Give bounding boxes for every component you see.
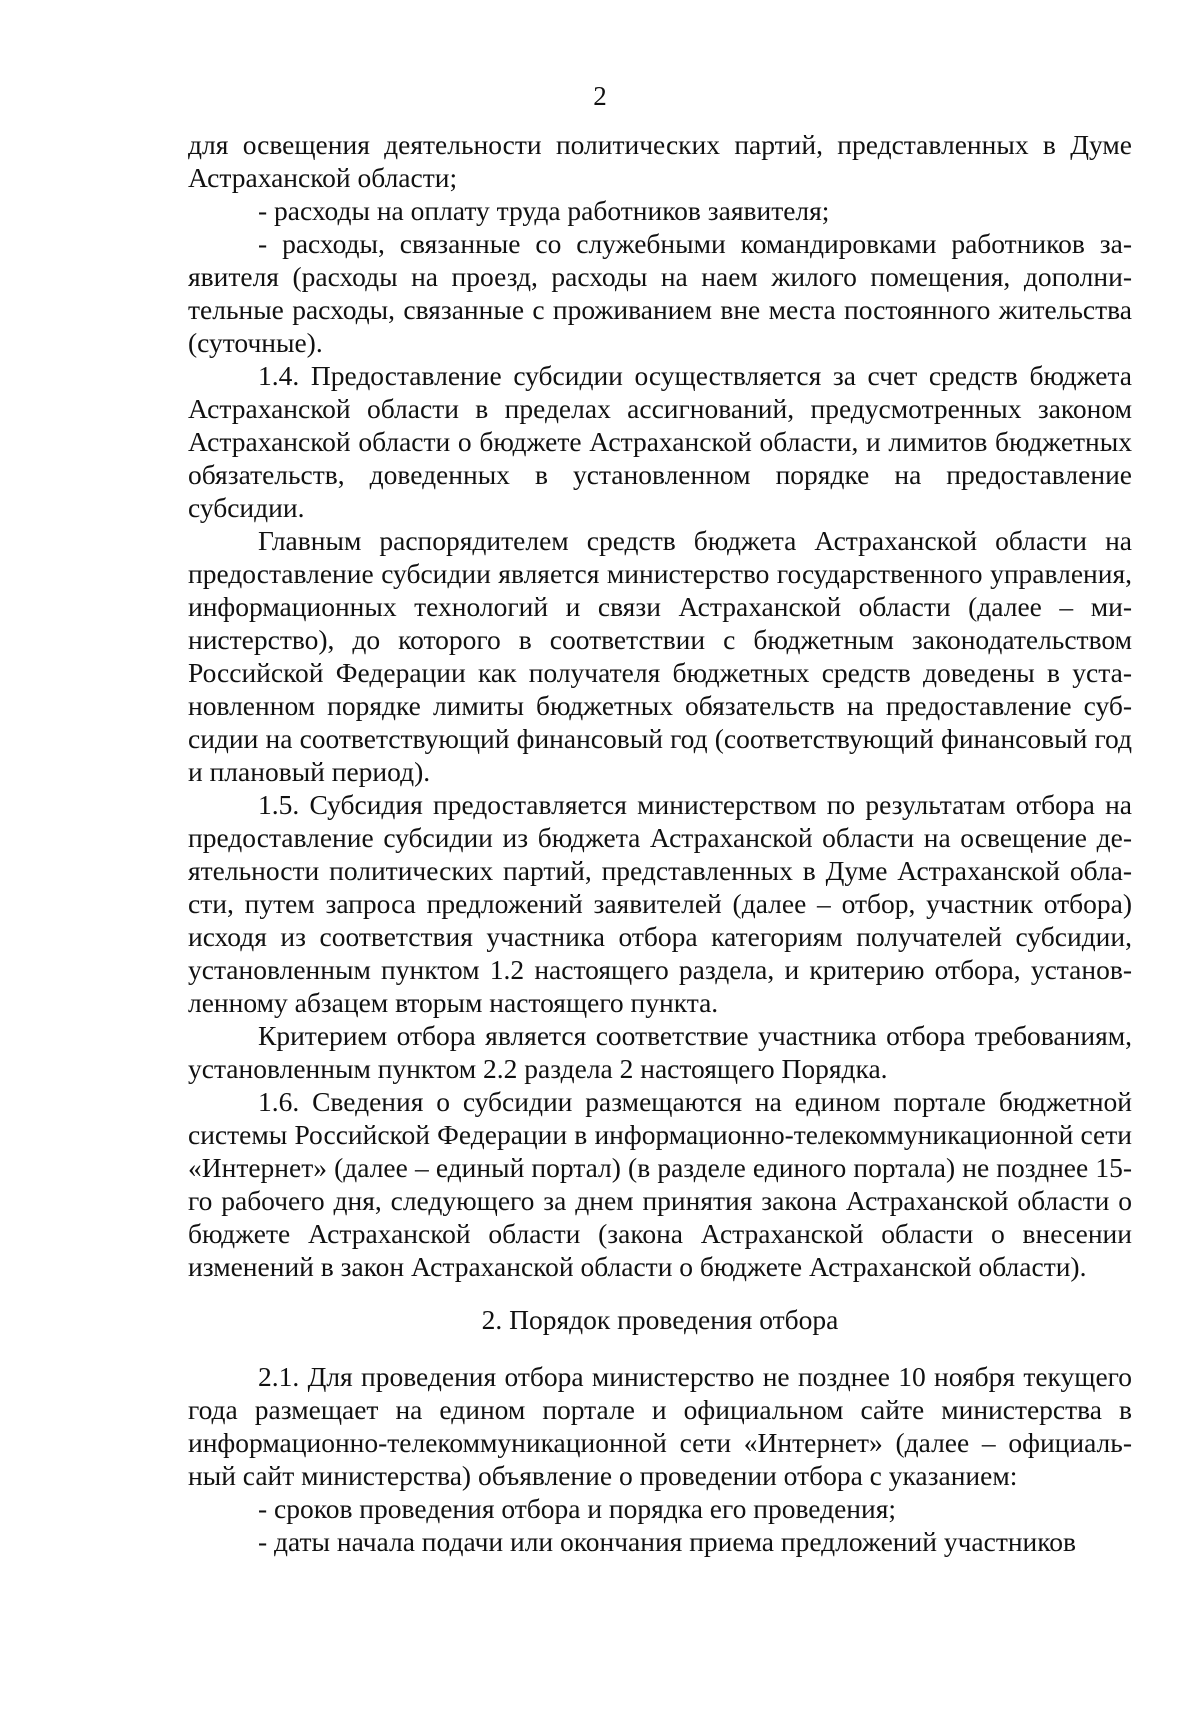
paragraph-1-4: 1.4. Предоставление субсидии осуществляется за счет средств бюджета Астраханской области в пределах ассигнований, предусмотренных законом Астраханской области о бюджете Астраханской области, и лимитов бюджетных обязательств, доведенных в установленном порядке на предоставление субсидии. xyxy=(188,360,1132,523)
paragraph-2-1: 2.1. Для проведения отбора министерство не позднее 10 ноября текущего года размещает на едином портале и официальном сайте министерства в информационно-телекоммуникационной сети «Интернет» (далее – официальный сайт министерства) объявление о проведении отбора с указанием: xyxy=(188,1361,1132,1491)
list-item-labor-costs: - расходы на оплату труда работников заявителя; xyxy=(258,195,830,226)
list-item-selection-terms: - сроков проведения отбора и порядка его проведения; xyxy=(258,1493,897,1524)
paragraph-1-6: 1.6. Сведения о субсидии размещаются на едином портале бюджетной системы Российской Федерации в информационно-телекоммуникационной сети «Интернет» (далее – единый портал) (в разделе единого портала) не позднее 15-го рабочего дня, следующего за днем принятия закона Астраханской области о бюджете Астраханской области (закона Астраханской области о внесении изменений в закон Астраханской области о бюджете Астраханской области). xyxy=(188,1086,1132,1282)
paragraph-continuation: для освещения деятельности политических партий, представленных в Думе Астраханской области; xyxy=(188,129,1132,193)
paragraph-chief-administrator: Главным распорядителем средств бюджета Астраханской области на предоставление субсидии является министерство государственного управления, информационных технологий и связи Астраханской области (далее – министерство), до которого в соответствии с бюджетным законодательством Российской Федерации как получателя бюджетных средств доведены в установленном порядке лимиты бюджетных обязательств на предоставление субсидии на соответствующий финансовый год (соответствующий финансовый год и плановый период). xyxy=(188,525,1132,787)
section-title: 2. Порядок проведения отбора xyxy=(481,1304,839,1335)
document-body xyxy=(188,128,1132,1558)
page-number: 2 xyxy=(593,81,607,111)
paragraph-1-5: 1.5. Субсидия предоставляется министерством по результатам отбора на предоставление субсидии из бюджета Астраханской области на освещение деятельности политических партий, представленных в Думе Астраханской области, путем запроса предложений заявителей (далее – отбор, участник отбора) исходя из соответствия участника отбора категориям получателей субсидии, установленным пунктом 1.2 настоящего раздела, и критерию отбора, установленному абзацем вторым настоящего пункта. xyxy=(188,789,1132,1018)
list-item-travel-costs: - расходы, связанные со служебными командировками работников заявителя (расходы на проезд, расходы на наем жилого помещения, дополнительные расходы, связанные с проживанием вне места постоянного жительства (суточные). xyxy=(188,228,1132,358)
list-item-submission-dates: - даты начала подачи или окончания приема предложений участников xyxy=(258,1526,1076,1557)
paragraph-selection-criterion: Критерием отбора является соответствие участника отбора требованиям, установленным пунктом 2.2 раздела 2 настоящего Порядка. xyxy=(188,1020,1132,1084)
